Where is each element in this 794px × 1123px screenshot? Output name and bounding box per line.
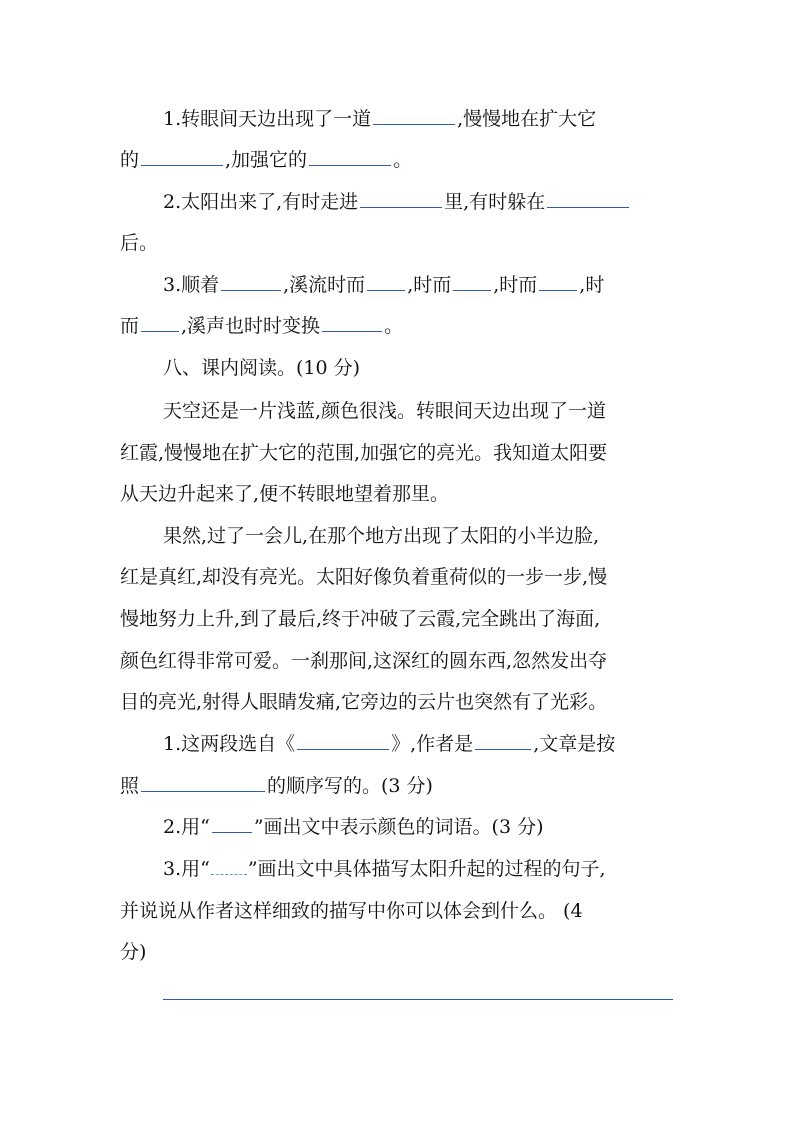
reading-q2-text: 2.用“ bbox=[163, 816, 210, 838]
reading-q1-text: 》,作者是 bbox=[391, 733, 474, 755]
answer-blank[interactable] bbox=[309, 147, 391, 166]
fill-q1-text: ,慢慢地在扩大它 bbox=[457, 108, 597, 130]
reading-q1-text: 1.这两段选自《 bbox=[163, 733, 296, 755]
answer-blank[interactable] bbox=[297, 731, 389, 750]
fill-q1-text: 的 bbox=[120, 149, 140, 171]
fill-q3-text: 而 bbox=[120, 315, 140, 337]
fill-q1-text: 。 bbox=[393, 149, 413, 171]
fill-q3-text: 3.顺着 bbox=[163, 274, 220, 296]
answer-blank[interactable] bbox=[360, 189, 442, 208]
answer-blank[interactable] bbox=[373, 106, 455, 125]
fill-q3-text: 。 bbox=[384, 315, 404, 337]
answer-blank[interactable] bbox=[475, 731, 531, 750]
fill-q2-line2 bbox=[120, 230, 680, 256]
fill-q3-text: ,时而 bbox=[493, 274, 538, 296]
fill-q3-line2 bbox=[120, 313, 680, 339]
passage-line: 果然,过了一会儿,在那个地方出现了太阳的小半边脸, bbox=[163, 525, 600, 547]
passage-line: 颜色红得非常可爱。一刹那间,这深红的圆东西,忽然发出夺 bbox=[120, 650, 608, 672]
reading-q3-line1 bbox=[163, 856, 723, 882]
passage-line: 从天边升起来了,便不转眼地望着那里。 bbox=[120, 483, 450, 505]
passage-line: 红是真红,却没有亮光。太阳好像负着重荷似的一步一步,慢 bbox=[120, 566, 608, 588]
reading-q3-text: ”画出文中具体描写太阳升起的过程的句子, bbox=[247, 858, 606, 880]
fill-q2-text: 里,有时躲在 bbox=[444, 191, 546, 213]
reading-q3-line3: 分) bbox=[120, 941, 147, 963]
fill-q1-text: 1.转眼间天边出现了一道 bbox=[163, 108, 372, 130]
fill-q3-text: ,溪流时而 bbox=[283, 274, 366, 296]
fill-q1-line2 bbox=[120, 147, 680, 173]
reading-q1-line2 bbox=[120, 773, 680, 799]
answer-blank[interactable] bbox=[141, 147, 223, 166]
answer-blank[interactable] bbox=[322, 313, 382, 332]
reading-q1-text: ,文章是按 bbox=[533, 733, 616, 755]
underline-sample bbox=[212, 814, 252, 833]
passage-line: 天空还是一片浅蓝,颜色很浅。转眼间天边出现了一道 bbox=[163, 400, 607, 422]
passage-line: 慢地努力上升,到了最后,终于冲破了云霞,完全跳出了海面, bbox=[120, 608, 601, 630]
fill-q1-text: ,加强它的 bbox=[225, 149, 308, 171]
answer-blank[interactable] bbox=[141, 313, 179, 332]
reading-q1-line1 bbox=[163, 731, 723, 757]
wavy-underline-sample bbox=[211, 856, 247, 875]
answer-blank[interactable] bbox=[539, 272, 577, 291]
reading-q1-text: 的顺序写的。(3 分) bbox=[267, 775, 433, 797]
answer-blank[interactable] bbox=[367, 272, 405, 291]
passage-line: 红霞,慢慢地在扩大它的范围,加强它的亮光。我知道太阳要 bbox=[120, 442, 608, 464]
fill-q3-text: ,时而 bbox=[407, 274, 452, 296]
fill-q3-text: ,时 bbox=[579, 274, 605, 296]
answer-blank[interactable] bbox=[547, 189, 629, 208]
section-heading: 八、课内阅读。(10 分) bbox=[163, 357, 361, 379]
passage-line: 目的亮光,射得人眼睛发痛,它旁边的云片也突然有了光彩。 bbox=[120, 691, 608, 713]
fill-q2-text: 后。 bbox=[120, 232, 159, 254]
fill-q1-line1 bbox=[163, 106, 723, 132]
fill-q2-line1 bbox=[163, 189, 723, 215]
reading-q2-line bbox=[163, 814, 723, 840]
reading-q2-text: ”画出文中表示颜色的词语。(3 分) bbox=[253, 816, 544, 838]
answer-blank[interactable] bbox=[221, 272, 281, 291]
answer-blank[interactable] bbox=[141, 773, 265, 792]
reading-q3-text: 3.用“ bbox=[163, 858, 210, 880]
answer-blank[interactable] bbox=[453, 272, 491, 291]
answer-writing-line[interactable] bbox=[163, 999, 673, 1000]
fill-q3-text: ,溪声也时时变换 bbox=[181, 315, 321, 337]
fill-q3-line1 bbox=[163, 272, 723, 298]
fill-q2-text: 2.太阳出来了,有时走进 bbox=[163, 191, 359, 213]
reading-q1-text: 照 bbox=[120, 775, 140, 797]
reading-q3-line2: 并说说从作者这样细致的描写中你可以体会到什么。 (4 bbox=[120, 900, 583, 922]
